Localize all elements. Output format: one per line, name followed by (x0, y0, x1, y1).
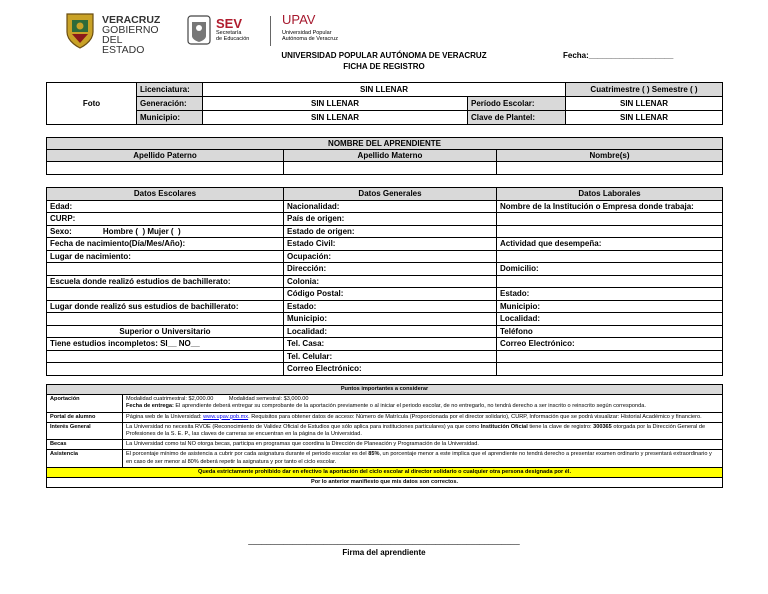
data-declaration: Por lo anterior manifiesto que mis datos son correctos. (47, 478, 723, 488)
field-cell[interactable]: Localidad: (497, 313, 723, 326)
apellido-materno-input[interactable] (284, 162, 497, 175)
sev-logo-name: SEV (216, 16, 243, 31)
field-cell[interactable]: Estado: (497, 288, 723, 301)
field-cell[interactable]: Sexo: Hombre ( ) Mujer ( ) (47, 225, 284, 238)
sev-emblem-icon (186, 14, 212, 46)
datos-escolares-header: Datos Escolares (47, 188, 284, 201)
field-cell[interactable] (497, 213, 723, 226)
portal-pre: Página web de la Universidad: (126, 413, 204, 420)
field-cell[interactable]: CURP: (47, 213, 284, 226)
field-cell[interactable]: Tel. Casa: (284, 338, 497, 351)
field-cell[interactable] (497, 250, 723, 263)
logo-divider (270, 16, 271, 46)
field-cell[interactable] (47, 313, 284, 326)
field-cell[interactable]: Municipio: (497, 300, 723, 313)
becas-text: La Universidad como tal NO otorga becas, participa en programas que coordina la Dirección de Planeación y Programación de la Universidad. (123, 440, 723, 450)
asistencia-pre: El porcentaje mínimo de asistencia a cubrir por cada asignatura durante el periodo escolar es del (126, 451, 369, 458)
nombres-input[interactable] (497, 162, 723, 175)
asistencia-text (123, 450, 723, 467)
interes-bold: Institución Oficial (480, 423, 528, 430)
sev-logo (186, 14, 266, 48)
licenciatura-value[interactable]: SIN LLENAR (203, 83, 566, 97)
field-cell[interactable]: Localidad: (284, 325, 497, 338)
aportacion-delivery-text: El aprendiente deberá entregar su comprobante de la aportación previamente o al iniciar el periodo escolar, de no entregarlo, no tendrá derecho a ser inscrito o reinscrito según corresponda. (173, 403, 646, 410)
field-cell[interactable] (497, 275, 723, 288)
portal-label: Portal de alumno (47, 412, 123, 422)
interes-mid: tiene la clave de registro: (527, 423, 594, 430)
veracruz-logo-line2: GOBIERNO (102, 24, 159, 36)
notes-title: Puntos importantes a considerar (47, 385, 723, 395)
upav-logo (282, 13, 362, 49)
clave-value[interactable]: SIN LLENAR (566, 111, 723, 125)
field-cell[interactable]: Domicilio: (497, 263, 723, 276)
field-cell[interactable]: Correo Electrónico: (497, 338, 723, 351)
cash-warning: Queda estrictamente prohibido dar en efectivo la aportación del ciclo escolar al director solidario o cualquier otra persona designada por él. (47, 467, 723, 477)
generacion-value[interactable]: SIN LLENAR (203, 97, 468, 111)
field-cell[interactable]: Dirección: (284, 263, 497, 276)
aportacion-delivery-label: Fecha de entrega: (126, 403, 174, 410)
period-type-selector[interactable]: Cuatrimestre ( ) Semestre ( ) (566, 83, 723, 97)
aportacion-amounts: Modalidad cuatrimestral: $2,000.00 Modalidad semestral: $3,000.00 (126, 396, 309, 403)
signature-line[interactable]: _____________________________________________________________ (248, 536, 520, 545)
field-cell[interactable]: Correo Electrónico: (284, 363, 497, 376)
nombres-header: Nombre(s) (497, 150, 723, 162)
becas-label: Becas (47, 440, 123, 450)
field-cell[interactable] (47, 288, 284, 301)
upav-logo-line2: Autónoma de Veracruz (282, 36, 338, 42)
municipio-value[interactable]: SIN LLENAR (203, 111, 468, 125)
field-cell[interactable]: Estado de origen: (284, 225, 497, 238)
field-cell[interactable] (47, 350, 284, 363)
field-cell[interactable]: Superior o Universitario (47, 325, 284, 338)
licenciatura-label: Licenciatura: (137, 83, 203, 97)
periodo-value[interactable]: SIN LLENAR (566, 97, 723, 111)
field-cell[interactable]: Nombre de la Institución o Empresa donde trabaja: (497, 200, 723, 213)
field-cell[interactable]: Lugar de nacimiento: (47, 250, 284, 263)
student-name-table (46, 137, 723, 175)
student-name-title: NOMBRE DEL APRENDIENTE (47, 138, 723, 150)
field-cell[interactable]: Tiene estudios incompletos: SI__ NO__ (47, 338, 284, 351)
upav-logo-name: UPAV (282, 12, 316, 27)
interes-post: otorgada por la Dirección General de Profesiones de la S. E. P., las claves de carreras se encuentran en la página de la Universidad. (126, 423, 706, 438)
interes-label: Interés General (47, 422, 123, 439)
field-cell[interactable]: País de origen: (284, 213, 497, 226)
apellido-materno-header: Apellido Materno (284, 150, 497, 162)
field-cell[interactable] (497, 350, 723, 363)
veracruz-logo-line3: DEL ESTADO (102, 34, 145, 56)
registration-info-table (46, 82, 723, 125)
field-cell[interactable]: Escuela donde realizó estudios de bachillerato: (47, 275, 284, 288)
datos-laborales-header: Datos Laborales (497, 188, 723, 201)
form-title: FICHA DE REGISTRO (343, 62, 425, 71)
interes-text (123, 422, 723, 439)
date-field[interactable]: Fecha:___________________ (563, 51, 674, 60)
upav-logo-line1: Universidad Popular (282, 30, 332, 36)
sev-logo-line2: de Educación (216, 36, 250, 42)
asistencia-bold: 85% (368, 451, 380, 458)
field-cell[interactable]: Ocupación: (284, 250, 497, 263)
field-cell[interactable]: Lugar donde realizó sus estudios de bachillerato: (47, 300, 284, 313)
interes-pre: La Universidad no necesita RVOE (Reconocimiento de Validez Oficial de Estudios que sólo aplica para instituciones particulares) ya que como (126, 423, 481, 430)
clave-label: Clave de Plantel: (468, 111, 566, 125)
student-data-table (46, 187, 723, 376)
asistencia-post: , un porcentaje menor a este implica que el aprendiente no tendrá derecho a presentar examen ordinario y presentará extraordinario y en caso de ser menor al 80% deberá repetir la asignatura y por tanto el ciclo escolar. (126, 451, 712, 465)
important-notes-table (46, 384, 723, 488)
field-cell[interactable]: Actividad que desempeña: (497, 238, 723, 251)
apellido-paterno-input[interactable] (47, 162, 284, 175)
field-cell[interactable]: Municipio: (284, 313, 497, 326)
field-cell[interactable]: Edad: (47, 200, 284, 213)
field-cell[interactable]: Tel. Celular: (284, 350, 497, 363)
interes-code: 300365 (593, 423, 612, 430)
field-cell[interactable]: Estado: (284, 300, 497, 313)
aportacion-label: Aportación (47, 395, 123, 412)
field-cell[interactable]: Colonia: (284, 275, 497, 288)
apellido-paterno-header: Apellido Paterno (47, 150, 284, 162)
veracruz-shield-icon (64, 12, 96, 50)
field-cell[interactable]: Fecha de nacimiento(Día/Mes/Año): (47, 238, 284, 251)
aportacion-delivery (126, 403, 719, 410)
field-cell[interactable]: Teléfono (497, 325, 723, 338)
signature-label: Firma del aprendiente (342, 548, 426, 557)
sev-logo-line1: Secretaría (216, 30, 242, 36)
photo-cell[interactable]: Foto (47, 83, 137, 125)
field-cell[interactable] (47, 263, 284, 276)
aportacion-text (123, 395, 723, 412)
university-title: UNIVERSIDAD POPULAR AUTÓNOMA DE VERACRUZ (281, 51, 487, 60)
portal-text (123, 412, 723, 422)
asistencia-label: Asistencia (47, 450, 123, 467)
veracruz-logo-line1: VERACRUZ (102, 14, 161, 26)
municipio-label: Municipio: (137, 111, 203, 125)
periodo-label: Período Escolar: (468, 97, 566, 111)
field-cell[interactable] (497, 363, 723, 376)
veracruz-logo (64, 12, 161, 56)
generacion-label: Generación: (137, 97, 203, 111)
field-cell[interactable] (47, 363, 284, 376)
field-cell[interactable]: Nacionalidad: (284, 200, 497, 213)
datos-generales-header: Datos Generales (284, 188, 497, 201)
field-cell[interactable]: Código Postal: (284, 288, 497, 301)
portal-post: . Requisitos para obtener datos de acceso: Número de Matrícula (Proporcionada por el director solidario), CURP, Información que se podrá visualizar: Historial Académico y financiero. (248, 413, 702, 420)
field-cell[interactable]: Estado Civil: (284, 238, 497, 251)
university-website-link[interactable]: www.upav.gob.mx (203, 413, 249, 420)
field-cell[interactable] (497, 225, 723, 238)
